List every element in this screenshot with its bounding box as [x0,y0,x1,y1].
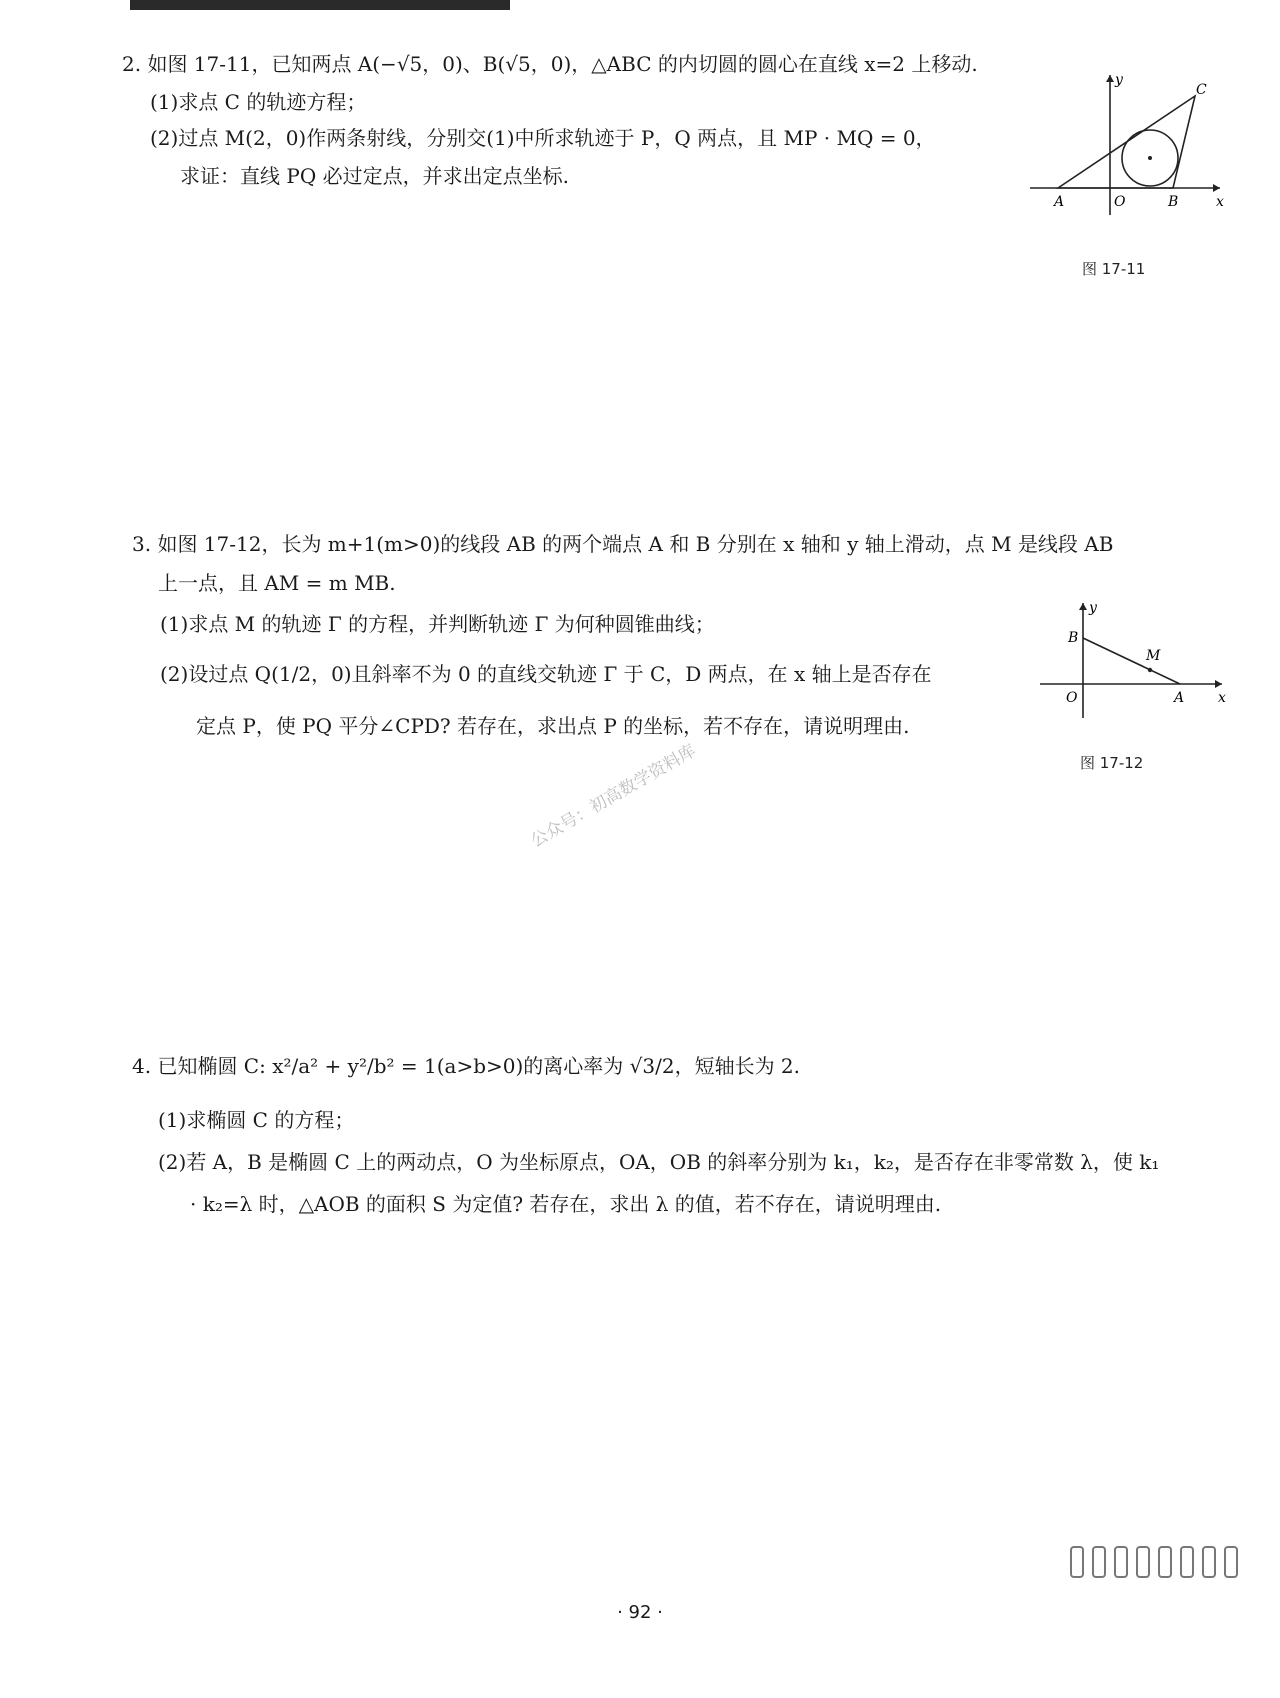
problem-2-part-2b: 求证：直线 PQ 必过定点，并求出定点坐标. [180,164,569,188]
problem-3-stem-b: 上一点，且 AM = m MB. [158,571,396,595]
fig11-label-O: O [1114,194,1126,210]
problem-3-part-2b: 定点 P，使 PQ 平分∠CPD? 若存在，求出点 P 的坐标，若不存在，请说明理由. [196,714,910,738]
problem-3-part-2a: (2)设过点 Q(1/2，0)且斜率不为 0 的直线交轨迹 Γ 于 C，D 两点，在 x 轴上是否存在 [160,662,932,686]
fig12-label-y: y [1089,600,1097,616]
problem-2-stem: 2. 如图 17-11，已知两点 A(−√5，0)、B(√5，0)，△ABC 的内切圆的圆心在直线 x=2 上移动. [122,52,978,76]
fig12-label-O: O [1066,690,1078,706]
problem-4-part-1: (1)求椭圆 C 的方程； [158,1108,355,1132]
problem-4-stem: 4. 已知椭圆 C: x²/a² + y²/b² = 1(a>b>0)的离心率为 √3/2，短轴长为 2. [132,1054,801,1078]
figure-17-12 [1040,598,1230,728]
fig11-label-C: C [1196,82,1207,98]
watermark-text: 公众号：初高数学资料库 [527,740,700,852]
fig12-label-A: A [1174,690,1185,706]
fig12-label-M: M [1146,648,1161,664]
problem-3-part-1: (1)求点 M 的轨迹 Γ 的方程，并判断轨迹 Γ 为何种圆锥曲线； [160,612,715,636]
fig11-label-y: y [1115,72,1123,88]
problem-2-part-2a: (2)过点 M(2，0)作两条射线，分别交(1)中所求轨迹于 P，Q 两点，且 MP · MQ = 0， [150,126,936,150]
problem-3-stem-a: 3. 如图 17-12，长为 m+1(m>0)的线段 AB 的两个端点 A 和 B 分别在 x 轴和 y 轴上滑动，点 M 是线段 AB [132,532,1114,556]
corner-logo-icon [1070,1546,1238,1578]
fig12-label-B: B [1068,630,1079,646]
problem-4-part-2b: · k₂=λ 时，△AOB 的面积 S 为定值? 若存在，求出 λ 的值，若不存在，请说明理由. [190,1192,942,1216]
fig11-label-A: A [1054,194,1065,210]
top-edge-bar [130,0,510,10]
figure-17-11 [1020,70,1230,220]
problem-4-part-2a: (2)若 A，B 是椭圆 C 上的两动点，O 为坐标原点，OA，OB 的斜率分别为 k₁，k₂，是否存在非零常数 λ，使 k₁ [158,1150,1160,1174]
fig11-label-B: B [1168,194,1179,210]
figure-17-11-caption: 图 17-11 [1082,260,1146,278]
fig11-label-x: x [1216,194,1224,210]
problem-2-part-1: (1)求点 C 的轨迹方程； [150,90,367,114]
page-number: · 92 · [617,1602,663,1623]
fig12-label-x: x [1218,690,1226,706]
figure-17-12-caption: 图 17-12 [1080,754,1144,772]
